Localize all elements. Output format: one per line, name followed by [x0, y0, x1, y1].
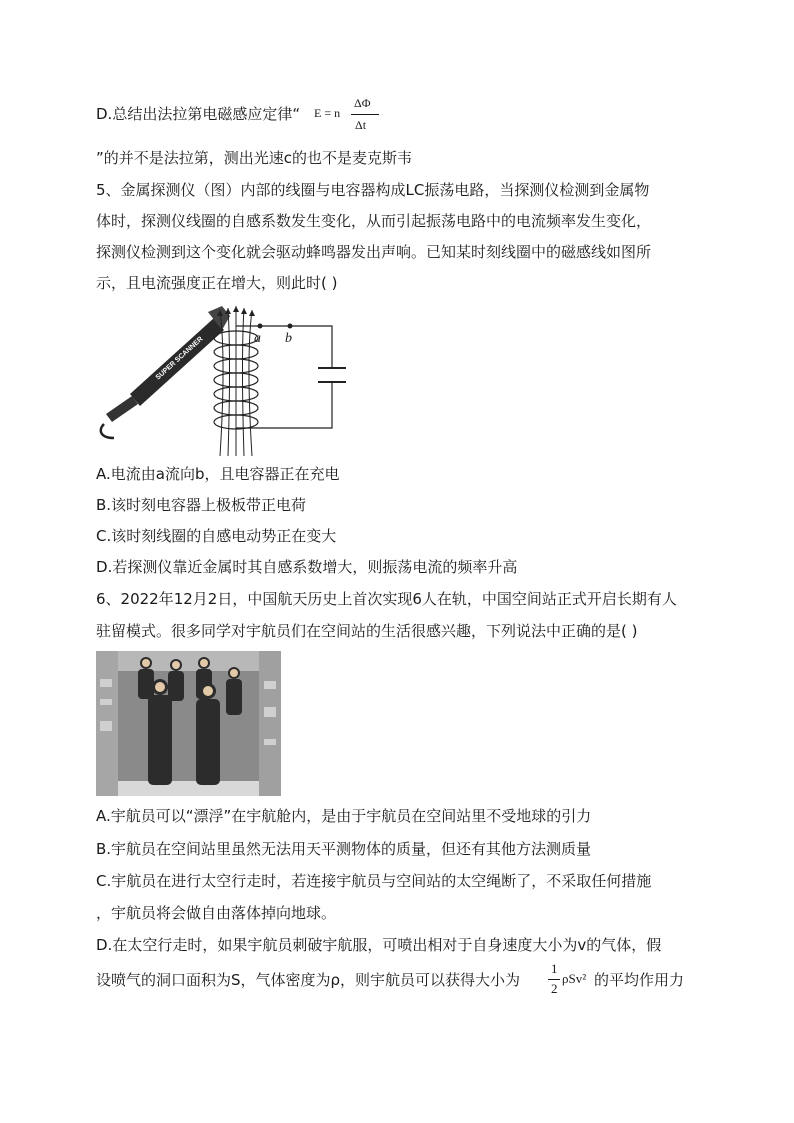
q6-option-d-line-2-suffix: 的平均作用力	[594, 971, 685, 989]
q6-option-a: A.宇航员可以“漂浮”在宇航舱内，是由于宇航员在空间站里不受地球的引力	[96, 807, 592, 825]
label-b: b	[285, 331, 292, 346]
q6-option-d-line-1: D.在太空行走时，如果宇航员刺破宇航服，可喷出相对于自身速度大小为v的气体，假	[96, 936, 662, 954]
q5-stem-line-3: 探测仪检测到这个变化就会驱动蜂鸣器发出声响。已知某时刻线圈中的磁感线如图所	[96, 243, 652, 261]
q4-formula-numerator: ΔΦ	[354, 96, 371, 110]
label-a: a	[254, 331, 261, 346]
q4-formula-denominator: Δt	[355, 118, 367, 132]
q6-stem-line-2: 驻留模式。很多同学对宇航员们在空间站的生活很感兴趣，下列说法中正确的是( )	[96, 622, 638, 640]
q6-force-expression: ρSv²	[562, 971, 587, 986]
q6-fraction-denominator: 2	[551, 981, 558, 996]
q4-formula-fraction-bar	[351, 114, 379, 115]
q6-option-d-line-2-prefix: 设喷气的洞口面积为S，气体密度为ρ，则宇航员可以获得大小为	[96, 971, 521, 989]
detector-brand-text: SUPER SCANNER	[154, 335, 205, 382]
q6-fraction-bar	[548, 979, 560, 980]
q6-option-c-line-2: ，宇航员将会做自由落体掉向地球。	[96, 904, 337, 922]
q5-stem-line-2: 体时，探测仪线圈的自感系数发生变化，从而引起振荡电路中的电流频率发生变化，	[96, 212, 652, 230]
q6-fraction-numerator: 1	[551, 961, 558, 976]
q6-stem-line-1: 6、2022年12月2日，中国航天历史上首次实现6人在轨，中国空间站正式开启长期有人	[96, 590, 677, 608]
q5-option-a: A.电流由a流向b，且电容器正在充电	[96, 465, 340, 483]
q5-stem-line-1: 5、金属探测仪（图）内部的线圈与电容器构成LC振荡电路，当探测仪检测到金属物	[96, 181, 650, 199]
magnetic-field-lines	[220, 306, 252, 456]
point-b-dot	[288, 324, 293, 329]
q4-formula-lhs: E = n	[314, 106, 341, 120]
q5-stem-line-4: 示，且电流强度正在增大，则此时( )	[96, 274, 338, 292]
capacitor-icon	[318, 368, 346, 382]
q6-option-b: B.宇航员在空间站里虽然无法用天平测物体的质量，但还有其他方法测质量	[96, 840, 592, 858]
q5-lc-circuit-figure	[96, 302, 366, 460]
astronauts-photo	[96, 651, 281, 796]
q4-option-d-suffix: ”的并不是法拉第，测出光速c的也不是麦克斯韦	[96, 149, 413, 167]
q5-option-b: B.该时刻电容器上极板带正电荷	[96, 496, 307, 514]
q6-option-c-line-1: C.宇航员在进行太空行走时，若连接宇航员与空间站的太空绳断了，不采取任何措施	[96, 872, 652, 890]
q4-option-d-prefix: D.总结出法拉第电磁感应定律“	[96, 105, 301, 123]
metal-detector-icon	[101, 306, 230, 438]
point-a-dot	[258, 324, 263, 329]
q5-option-d: D.若探测仪靠近金属时其自感系数增大，则振荡电流的频率升高	[96, 558, 518, 576]
q5-option-c: C.该时刻线圈的自感电动势正在变大	[96, 527, 337, 545]
